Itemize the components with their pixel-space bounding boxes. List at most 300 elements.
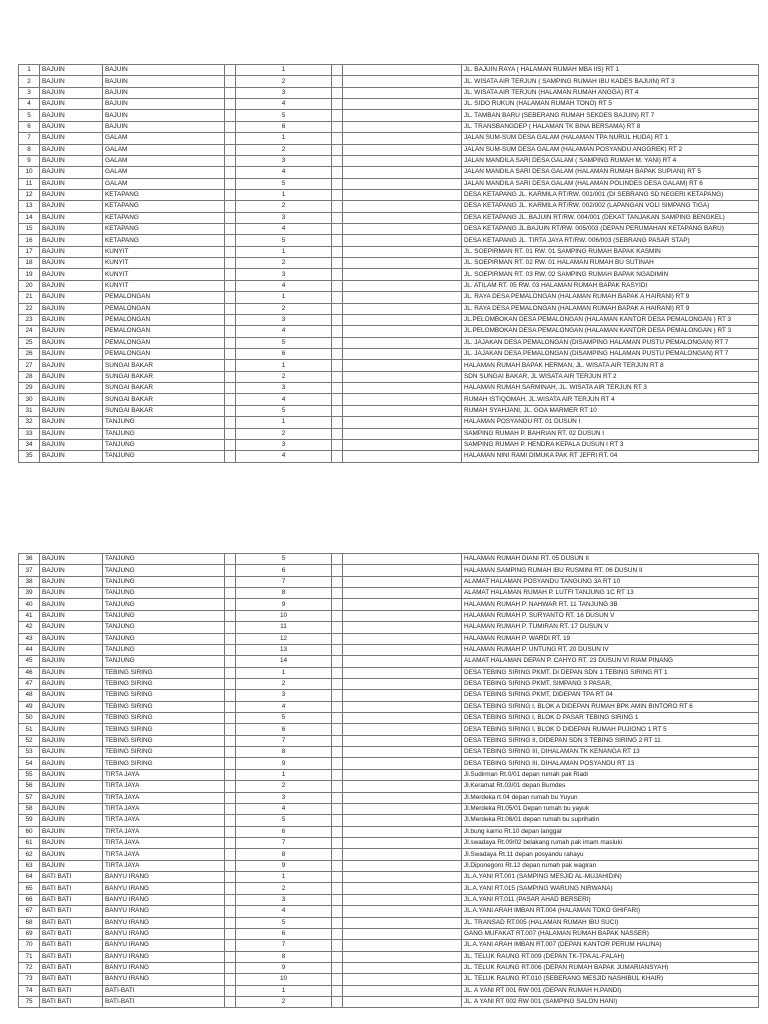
empty-cell bbox=[343, 99, 462, 110]
row-number: 57 bbox=[19, 792, 40, 803]
village-cell: TIRTA JAYA bbox=[103, 849, 225, 860]
empty-cell bbox=[225, 246, 236, 257]
village-cell: TIRTA JAYA bbox=[103, 792, 225, 803]
empty-cell bbox=[332, 758, 343, 769]
empty-cell bbox=[343, 667, 462, 678]
table-row bbox=[19, 121, 759, 132]
row-number: 46 bbox=[19, 667, 40, 678]
empty-cell bbox=[225, 360, 236, 371]
district-cell: BAJUIN bbox=[40, 235, 103, 246]
empty-cell bbox=[332, 189, 343, 200]
table-row bbox=[19, 588, 759, 599]
district-cell: BAJUIN bbox=[40, 303, 103, 314]
empty-cell bbox=[343, 348, 462, 359]
empty-cell bbox=[225, 849, 236, 860]
village-cell: SUNGAI BAKAR bbox=[103, 360, 225, 371]
address-cell: HALAMAN RUMAH DIANI RT. 05 DUSUN II bbox=[462, 554, 759, 565]
address-cell: DESA KETAPANG JL. TIRTA JAYA RT/RW. 006/003 (SEBRANG PASAR STAP) bbox=[462, 235, 759, 246]
table-row bbox=[19, 678, 759, 689]
empty-cell bbox=[332, 917, 343, 928]
empty-cell bbox=[225, 599, 236, 610]
village-cell: BAJUIN bbox=[103, 65, 225, 76]
empty-cell bbox=[225, 735, 236, 746]
empty-cell bbox=[343, 565, 462, 576]
empty-cell bbox=[343, 622, 462, 633]
empty-cell bbox=[225, 258, 236, 269]
empty-cell bbox=[343, 962, 462, 973]
table-row bbox=[19, 769, 759, 780]
district-cell: BAJUIN bbox=[40, 417, 103, 428]
tps-number-cell: 1 bbox=[236, 133, 332, 144]
address-cell: HALAMAN SAMPING RUMAH IBU RUSMINI RT. 06 DUSUN II bbox=[462, 565, 759, 576]
tps-number-cell: 4 bbox=[236, 394, 332, 405]
empty-cell bbox=[343, 292, 462, 303]
address-cell: SAMPING RUMAH P. BAHRIAN RT. 02 DUSUN I bbox=[462, 428, 759, 439]
row-number: 42 bbox=[19, 622, 40, 633]
empty-cell bbox=[332, 201, 343, 212]
row-number: 34 bbox=[19, 439, 40, 450]
table-row bbox=[19, 246, 759, 257]
tps-number-cell: 2 bbox=[236, 997, 332, 1008]
row-number: 54 bbox=[19, 758, 40, 769]
address-cell: JL. TAMBAN BARU (SEBERANG RUMAH SEKDES BAJUIN) RT 7 bbox=[462, 110, 759, 121]
table-row bbox=[19, 144, 759, 155]
empty-cell bbox=[343, 258, 462, 269]
empty-cell bbox=[225, 337, 236, 348]
table-row bbox=[19, 269, 759, 280]
table-row bbox=[19, 656, 759, 667]
empty-cell bbox=[332, 144, 343, 155]
empty-cell bbox=[343, 735, 462, 746]
village-cell: BANYU IRANG bbox=[103, 883, 225, 894]
table-row bbox=[19, 314, 759, 325]
empty-cell bbox=[332, 644, 343, 655]
address-cell: JALAN MANDILA SARI DESA GALAM ( SAMPING RUMAH M. YANI) RT 4 bbox=[462, 155, 759, 166]
empty-cell bbox=[332, 167, 343, 178]
address-cell: Jl.Merdeka Rt.06/01 depan rumah bu suprihatin bbox=[462, 815, 759, 826]
district-cell: BAJUIN bbox=[40, 405, 103, 416]
row-number: 1 bbox=[19, 65, 40, 76]
empty-cell bbox=[343, 451, 462, 462]
tps-number-cell: 12 bbox=[236, 633, 332, 644]
village-cell: TEBING SIRING bbox=[103, 690, 225, 701]
tps-number-cell: 9 bbox=[236, 599, 332, 610]
empty-cell bbox=[343, 860, 462, 871]
address-cell: JL. TRANSBANGDEP ( HALAMAN TK BINA BERSAMA) RT 8 bbox=[462, 121, 759, 132]
district-cell: BAJUIN bbox=[40, 121, 103, 132]
row-number: 51 bbox=[19, 724, 40, 735]
district-cell: BATI BATI bbox=[40, 894, 103, 905]
empty-cell bbox=[343, 928, 462, 939]
tps-number-cell: 14 bbox=[236, 656, 332, 667]
empty-cell bbox=[225, 405, 236, 416]
address-cell: JL. SOEPIRMAN RT. 02 RW. 01 HALAMAN RUMAH BU SUTINAH bbox=[462, 258, 759, 269]
table-row bbox=[19, 951, 759, 962]
village-cell: BAJUIN bbox=[103, 87, 225, 98]
tps-number-cell: 5 bbox=[236, 713, 332, 724]
tps-number-cell: 5 bbox=[236, 235, 332, 246]
empty-cell bbox=[225, 167, 236, 178]
row-number: 28 bbox=[19, 371, 40, 382]
empty-cell bbox=[332, 883, 343, 894]
tps-number-cell: 9 bbox=[236, 758, 332, 769]
empty-cell bbox=[332, 394, 343, 405]
district-cell: BAJUIN bbox=[40, 167, 103, 178]
empty-cell bbox=[343, 314, 462, 325]
empty-cell bbox=[332, 428, 343, 439]
empty-cell bbox=[343, 951, 462, 962]
empty-cell bbox=[343, 701, 462, 712]
tps-number-cell: 4 bbox=[236, 803, 332, 814]
address-cell: DESA TEBING SIRING I, BLOK D PASAR TEBING SIRING 1 bbox=[462, 713, 759, 724]
empty-cell bbox=[225, 133, 236, 144]
row-number: 17 bbox=[19, 246, 40, 257]
empty-cell bbox=[343, 576, 462, 587]
row-number: 68 bbox=[19, 917, 40, 928]
address-cell: SDN SUNGAI BAKAR, JL WISATA AIR TERJUN RT 2 bbox=[462, 371, 759, 382]
row-number: 22 bbox=[19, 303, 40, 314]
empty-cell bbox=[343, 65, 462, 76]
empty-cell bbox=[332, 258, 343, 269]
empty-cell bbox=[343, 371, 462, 382]
village-cell: TANJUNG bbox=[103, 554, 225, 565]
row-number: 27 bbox=[19, 360, 40, 371]
village-cell: KUNYIT bbox=[103, 269, 225, 280]
tps-number-cell: 5 bbox=[236, 178, 332, 189]
empty-cell bbox=[343, 439, 462, 450]
table-row bbox=[19, 451, 759, 462]
empty-cell bbox=[332, 371, 343, 382]
empty-cell bbox=[332, 280, 343, 291]
table-row bbox=[19, 554, 759, 565]
row-number: 29 bbox=[19, 383, 40, 394]
village-cell: BANYU IRANG bbox=[103, 951, 225, 962]
empty-cell bbox=[225, 644, 236, 655]
tps-number-cell: 3 bbox=[236, 314, 332, 325]
tps-number-cell: 4 bbox=[236, 167, 332, 178]
table-row bbox=[19, 837, 759, 848]
empty-cell bbox=[225, 792, 236, 803]
empty-cell bbox=[343, 883, 462, 894]
empty-cell bbox=[343, 644, 462, 655]
address-cell: JL. SOEPIRMAN RT. 01 RW. 01 SAMPING RUMAH BAPAK KASMIN bbox=[462, 246, 759, 257]
empty-cell bbox=[225, 235, 236, 246]
tps-number-cell: 2 bbox=[236, 883, 332, 894]
empty-cell bbox=[225, 178, 236, 189]
empty-cell bbox=[332, 155, 343, 166]
table-row bbox=[19, 962, 759, 973]
district-cell: BAJUIN bbox=[40, 439, 103, 450]
district-cell: BAJUIN bbox=[40, 724, 103, 735]
empty-cell bbox=[332, 713, 343, 724]
tps-number-cell: 5 bbox=[236, 405, 332, 416]
empty-cell bbox=[332, 87, 343, 98]
table-row bbox=[19, 849, 759, 860]
empty-cell bbox=[343, 610, 462, 621]
empty-cell bbox=[332, 769, 343, 780]
empty-cell bbox=[332, 962, 343, 973]
empty-cell bbox=[225, 622, 236, 633]
tps-number-cell: 1 bbox=[236, 985, 332, 996]
address-cell: JL.A.YANI RT.011 (PASAR AHAD BERSERI) bbox=[462, 894, 759, 905]
address-cell: JL. TRANSAD RT.005 (HALAMAN RUMAH IBU SUCI) bbox=[462, 917, 759, 928]
empty-cell bbox=[225, 883, 236, 894]
table-row bbox=[19, 405, 759, 416]
empty-cell bbox=[225, 769, 236, 780]
empty-cell bbox=[332, 826, 343, 837]
empty-cell bbox=[332, 121, 343, 132]
district-cell: BATI BATI bbox=[40, 917, 103, 928]
district-cell: BAJUIN bbox=[40, 599, 103, 610]
empty-cell bbox=[332, 451, 343, 462]
row-number: 11 bbox=[19, 178, 40, 189]
village-cell: SUNGAI BAKAR bbox=[103, 394, 225, 405]
district-cell: BAJUIN bbox=[40, 849, 103, 860]
table-row bbox=[19, 326, 759, 337]
empty-cell bbox=[225, 280, 236, 291]
district-cell: BAJUIN bbox=[40, 826, 103, 837]
tps-number-cell: 11 bbox=[236, 622, 332, 633]
address-cell: JL.PELOMBOKAN DESA PEMALONGAN (HALAMAN KANTOR DESA PEMALONGAN ) RT 3 bbox=[462, 314, 759, 325]
empty-cell bbox=[225, 554, 236, 565]
empty-cell bbox=[225, 894, 236, 905]
row-number: 62 bbox=[19, 849, 40, 860]
empty-cell bbox=[332, 337, 343, 348]
district-cell: BAJUIN bbox=[40, 701, 103, 712]
district-cell: BAJUIN bbox=[40, 428, 103, 439]
address-cell: JL. TELUK RAUNG RT.006 (DEPAN RUMAH BAPAK JUMARIANSYAH) bbox=[462, 962, 759, 973]
table-row bbox=[19, 713, 759, 724]
address-cell: JL. ATILAM RT. 05 RW. 03 HALAMAN RUMAH BAPAK RASYIDI bbox=[462, 280, 759, 291]
address-cell: RUMAH ISTIQOMAH, JL.WISATA AIR TERJUN RT 4 bbox=[462, 394, 759, 405]
empty-cell bbox=[332, 803, 343, 814]
row-number: 49 bbox=[19, 701, 40, 712]
address-cell: DESA KETAPANG JL. BAJUIN RT/RW. 004/001 (DEKAT TANJAKAN SAMPING BENGKEL) bbox=[462, 212, 759, 223]
district-cell: BAJUIN bbox=[40, 65, 103, 76]
row-number: 25 bbox=[19, 337, 40, 348]
tps-number-cell: 2 bbox=[236, 76, 332, 87]
empty-cell bbox=[225, 951, 236, 962]
row-number: 39 bbox=[19, 588, 40, 599]
row-number: 37 bbox=[19, 565, 40, 576]
table-row bbox=[19, 576, 759, 587]
village-cell: GALAM bbox=[103, 133, 225, 144]
empty-cell bbox=[225, 576, 236, 587]
row-number: 55 bbox=[19, 769, 40, 780]
tps-number-cell: 7 bbox=[236, 837, 332, 848]
district-cell: BATI BATI bbox=[40, 940, 103, 951]
tps-number-cell: 3 bbox=[236, 212, 332, 223]
village-cell: GALAM bbox=[103, 144, 225, 155]
tps-number-cell: 4 bbox=[236, 224, 332, 235]
district-cell: BAJUIN bbox=[40, 258, 103, 269]
district-cell: BAJUIN bbox=[40, 383, 103, 394]
empty-cell bbox=[332, 554, 343, 565]
row-number: 7 bbox=[19, 133, 40, 144]
district-cell: BAJUIN bbox=[40, 76, 103, 87]
empty-cell bbox=[343, 235, 462, 246]
village-cell: PEMALONGAN bbox=[103, 314, 225, 325]
address-cell: JL. BAJUIN RAYA ( HALAMAN RUMAH MBA IIS) RT 1 bbox=[462, 65, 759, 76]
empty-cell bbox=[225, 781, 236, 792]
empty-cell bbox=[332, 985, 343, 996]
table-row bbox=[19, 292, 759, 303]
empty-cell bbox=[225, 803, 236, 814]
district-cell: BAJUIN bbox=[40, 212, 103, 223]
row-number: 19 bbox=[19, 269, 40, 280]
row-number: 32 bbox=[19, 417, 40, 428]
empty-cell bbox=[332, 417, 343, 428]
village-cell: TIRTA JAYA bbox=[103, 837, 225, 848]
address-cell: JL. TELUK RAUNG RT.009 (DEPAN TK-TPA AL-FALAH) bbox=[462, 951, 759, 962]
village-cell: TANJUNG bbox=[103, 656, 225, 667]
district-cell: BAJUIN bbox=[40, 144, 103, 155]
empty-cell bbox=[343, 792, 462, 803]
row-number: 56 bbox=[19, 781, 40, 792]
district-cell: BAJUIN bbox=[40, 314, 103, 325]
row-number: 69 bbox=[19, 928, 40, 939]
village-cell: PEMALONGAN bbox=[103, 303, 225, 314]
empty-cell bbox=[332, 269, 343, 280]
empty-cell bbox=[343, 826, 462, 837]
tps-number-cell: 6 bbox=[236, 121, 332, 132]
empty-cell bbox=[225, 747, 236, 758]
empty-cell bbox=[343, 633, 462, 644]
empty-cell bbox=[332, 383, 343, 394]
district-cell: BAJUIN bbox=[40, 735, 103, 746]
village-cell: PEMALONGAN bbox=[103, 326, 225, 337]
address-cell: JALAN MANDILA SARI DESA GALAM (HALAMAN RUMAH BAPAK SUPIANI) RT 5 bbox=[462, 167, 759, 178]
row-number: 21 bbox=[19, 292, 40, 303]
district-cell: BAJUIN bbox=[40, 622, 103, 633]
empty-cell bbox=[332, 678, 343, 689]
table-row bbox=[19, 110, 759, 121]
empty-cell bbox=[332, 224, 343, 235]
village-cell: BAJUIN bbox=[103, 121, 225, 132]
table-row bbox=[19, 644, 759, 655]
row-number: 24 bbox=[19, 326, 40, 337]
village-cell: TEBING SIRING bbox=[103, 667, 225, 678]
empty-cell bbox=[332, 656, 343, 667]
district-cell: BAJUIN bbox=[40, 394, 103, 405]
row-number: 75 bbox=[19, 997, 40, 1008]
address-cell: JALAN MANDILA SARI DESA GALAM (HALAMAN POLINDES DESA GALAM) RT 6 bbox=[462, 178, 759, 189]
table-row bbox=[19, 792, 759, 803]
row-number: 61 bbox=[19, 837, 40, 848]
table-row bbox=[19, 610, 759, 621]
village-cell: BANYU IRANG bbox=[103, 928, 225, 939]
table-row bbox=[19, 997, 759, 1008]
village-cell: BANYU IRANG bbox=[103, 894, 225, 905]
empty-cell bbox=[343, 178, 462, 189]
table-row bbox=[19, 178, 759, 189]
address-cell: JL. RAYA DESA PEMALONGAN (HALAMAN RUMAH BAPAK A HAIRANI) RT 9 bbox=[462, 292, 759, 303]
empty-cell bbox=[343, 588, 462, 599]
tps-number-cell: 3 bbox=[236, 894, 332, 905]
tps-number-cell: 7 bbox=[236, 576, 332, 587]
village-cell: KUNYIT bbox=[103, 280, 225, 291]
tps-number-cell: 5 bbox=[236, 337, 332, 348]
row-number: 58 bbox=[19, 803, 40, 814]
district-cell: BAJUIN bbox=[40, 769, 103, 780]
empty-cell bbox=[343, 872, 462, 883]
empty-cell bbox=[343, 815, 462, 826]
village-cell: SUNGAI BAKAR bbox=[103, 371, 225, 382]
address-cell: JALAN SUM-SUM DESA GALAM (HALAMAN POSYANDU ANGGREK) RT 2 bbox=[462, 144, 759, 155]
table-row bbox=[19, 906, 759, 917]
table-row bbox=[19, 917, 759, 928]
village-cell: KETAPANG bbox=[103, 189, 225, 200]
village-cell: TEBING SIRING bbox=[103, 758, 225, 769]
empty-cell bbox=[225, 224, 236, 235]
table-row bbox=[19, 599, 759, 610]
empty-cell bbox=[225, 826, 236, 837]
empty-cell bbox=[332, 815, 343, 826]
district-cell: BAJUIN bbox=[40, 110, 103, 121]
village-cell: TEBING SIRING bbox=[103, 701, 225, 712]
empty-cell bbox=[343, 383, 462, 394]
row-number: 63 bbox=[19, 860, 40, 871]
empty-cell bbox=[225, 439, 236, 450]
district-cell: BAJUIN bbox=[40, 348, 103, 359]
village-cell: BAJUIN bbox=[103, 99, 225, 110]
village-cell: TIRTA JAYA bbox=[103, 781, 225, 792]
tps-number-cell: 8 bbox=[236, 588, 332, 599]
village-cell: BANYU IRANG bbox=[103, 974, 225, 985]
empty-cell bbox=[332, 633, 343, 644]
row-number: 60 bbox=[19, 826, 40, 837]
table-row bbox=[19, 974, 759, 985]
tps-number-cell: 1 bbox=[236, 360, 332, 371]
empty-cell bbox=[225, 815, 236, 826]
address-cell: JL. SIDO RUKUN (HALAMAN RUMAH TONO) RT 5 bbox=[462, 99, 759, 110]
empty-cell bbox=[343, 974, 462, 985]
tps-number-cell: 7 bbox=[236, 735, 332, 746]
address-cell: JL.A.YANI ARAH IMBAN RT.007 (DEPAN KANTOR PERUM HALINA) bbox=[462, 940, 759, 951]
district-cell: BAJUIN bbox=[40, 565, 103, 576]
empty-cell bbox=[343, 656, 462, 667]
empty-cell bbox=[343, 144, 462, 155]
district-cell: BAJUIN bbox=[40, 246, 103, 257]
row-number: 20 bbox=[19, 280, 40, 291]
village-cell: KETAPANG bbox=[103, 212, 225, 223]
address-cell: HALAMAN RUMAH P. SURYANTO RT. 16 DUSUN V bbox=[462, 610, 759, 621]
address-cell: JALAN SUM-SUM DESA GALAM (HALAMAN TPA NURUL HUDA) RT 1 bbox=[462, 133, 759, 144]
empty-cell bbox=[343, 201, 462, 212]
district-cell: BAJUIN bbox=[40, 360, 103, 371]
empty-cell bbox=[332, 246, 343, 257]
empty-cell bbox=[225, 417, 236, 428]
table-row bbox=[19, 224, 759, 235]
village-cell: BATI-BATI bbox=[103, 997, 225, 1008]
district-cell: BAJUIN bbox=[40, 610, 103, 621]
empty-cell bbox=[225, 985, 236, 996]
address-cell: Jl.Diponegoro Rt.12 depan rumah pak wagiran bbox=[462, 860, 759, 871]
table-row bbox=[19, 803, 759, 814]
empty-cell bbox=[225, 667, 236, 678]
polling-station-table-1 bbox=[18, 64, 759, 463]
table-row bbox=[19, 258, 759, 269]
address-cell: HALAMAN NINI RAMI DIMUKA PAK RT JEFRI RT. 04 bbox=[462, 451, 759, 462]
empty-cell bbox=[225, 383, 236, 394]
address-cell: JL. A YANI RT 002 RW 001 (SAMPING SALON HANI) bbox=[462, 997, 759, 1008]
table-row bbox=[19, 383, 759, 394]
empty-cell bbox=[343, 280, 462, 291]
tps-number-cell: 6 bbox=[236, 348, 332, 359]
address-cell: DESA TEBING SIRING II, DIDEPAN SDN 3 TEBING SIRING 2 RT 11 bbox=[462, 735, 759, 746]
empty-cell bbox=[225, 451, 236, 462]
table-row bbox=[19, 701, 759, 712]
